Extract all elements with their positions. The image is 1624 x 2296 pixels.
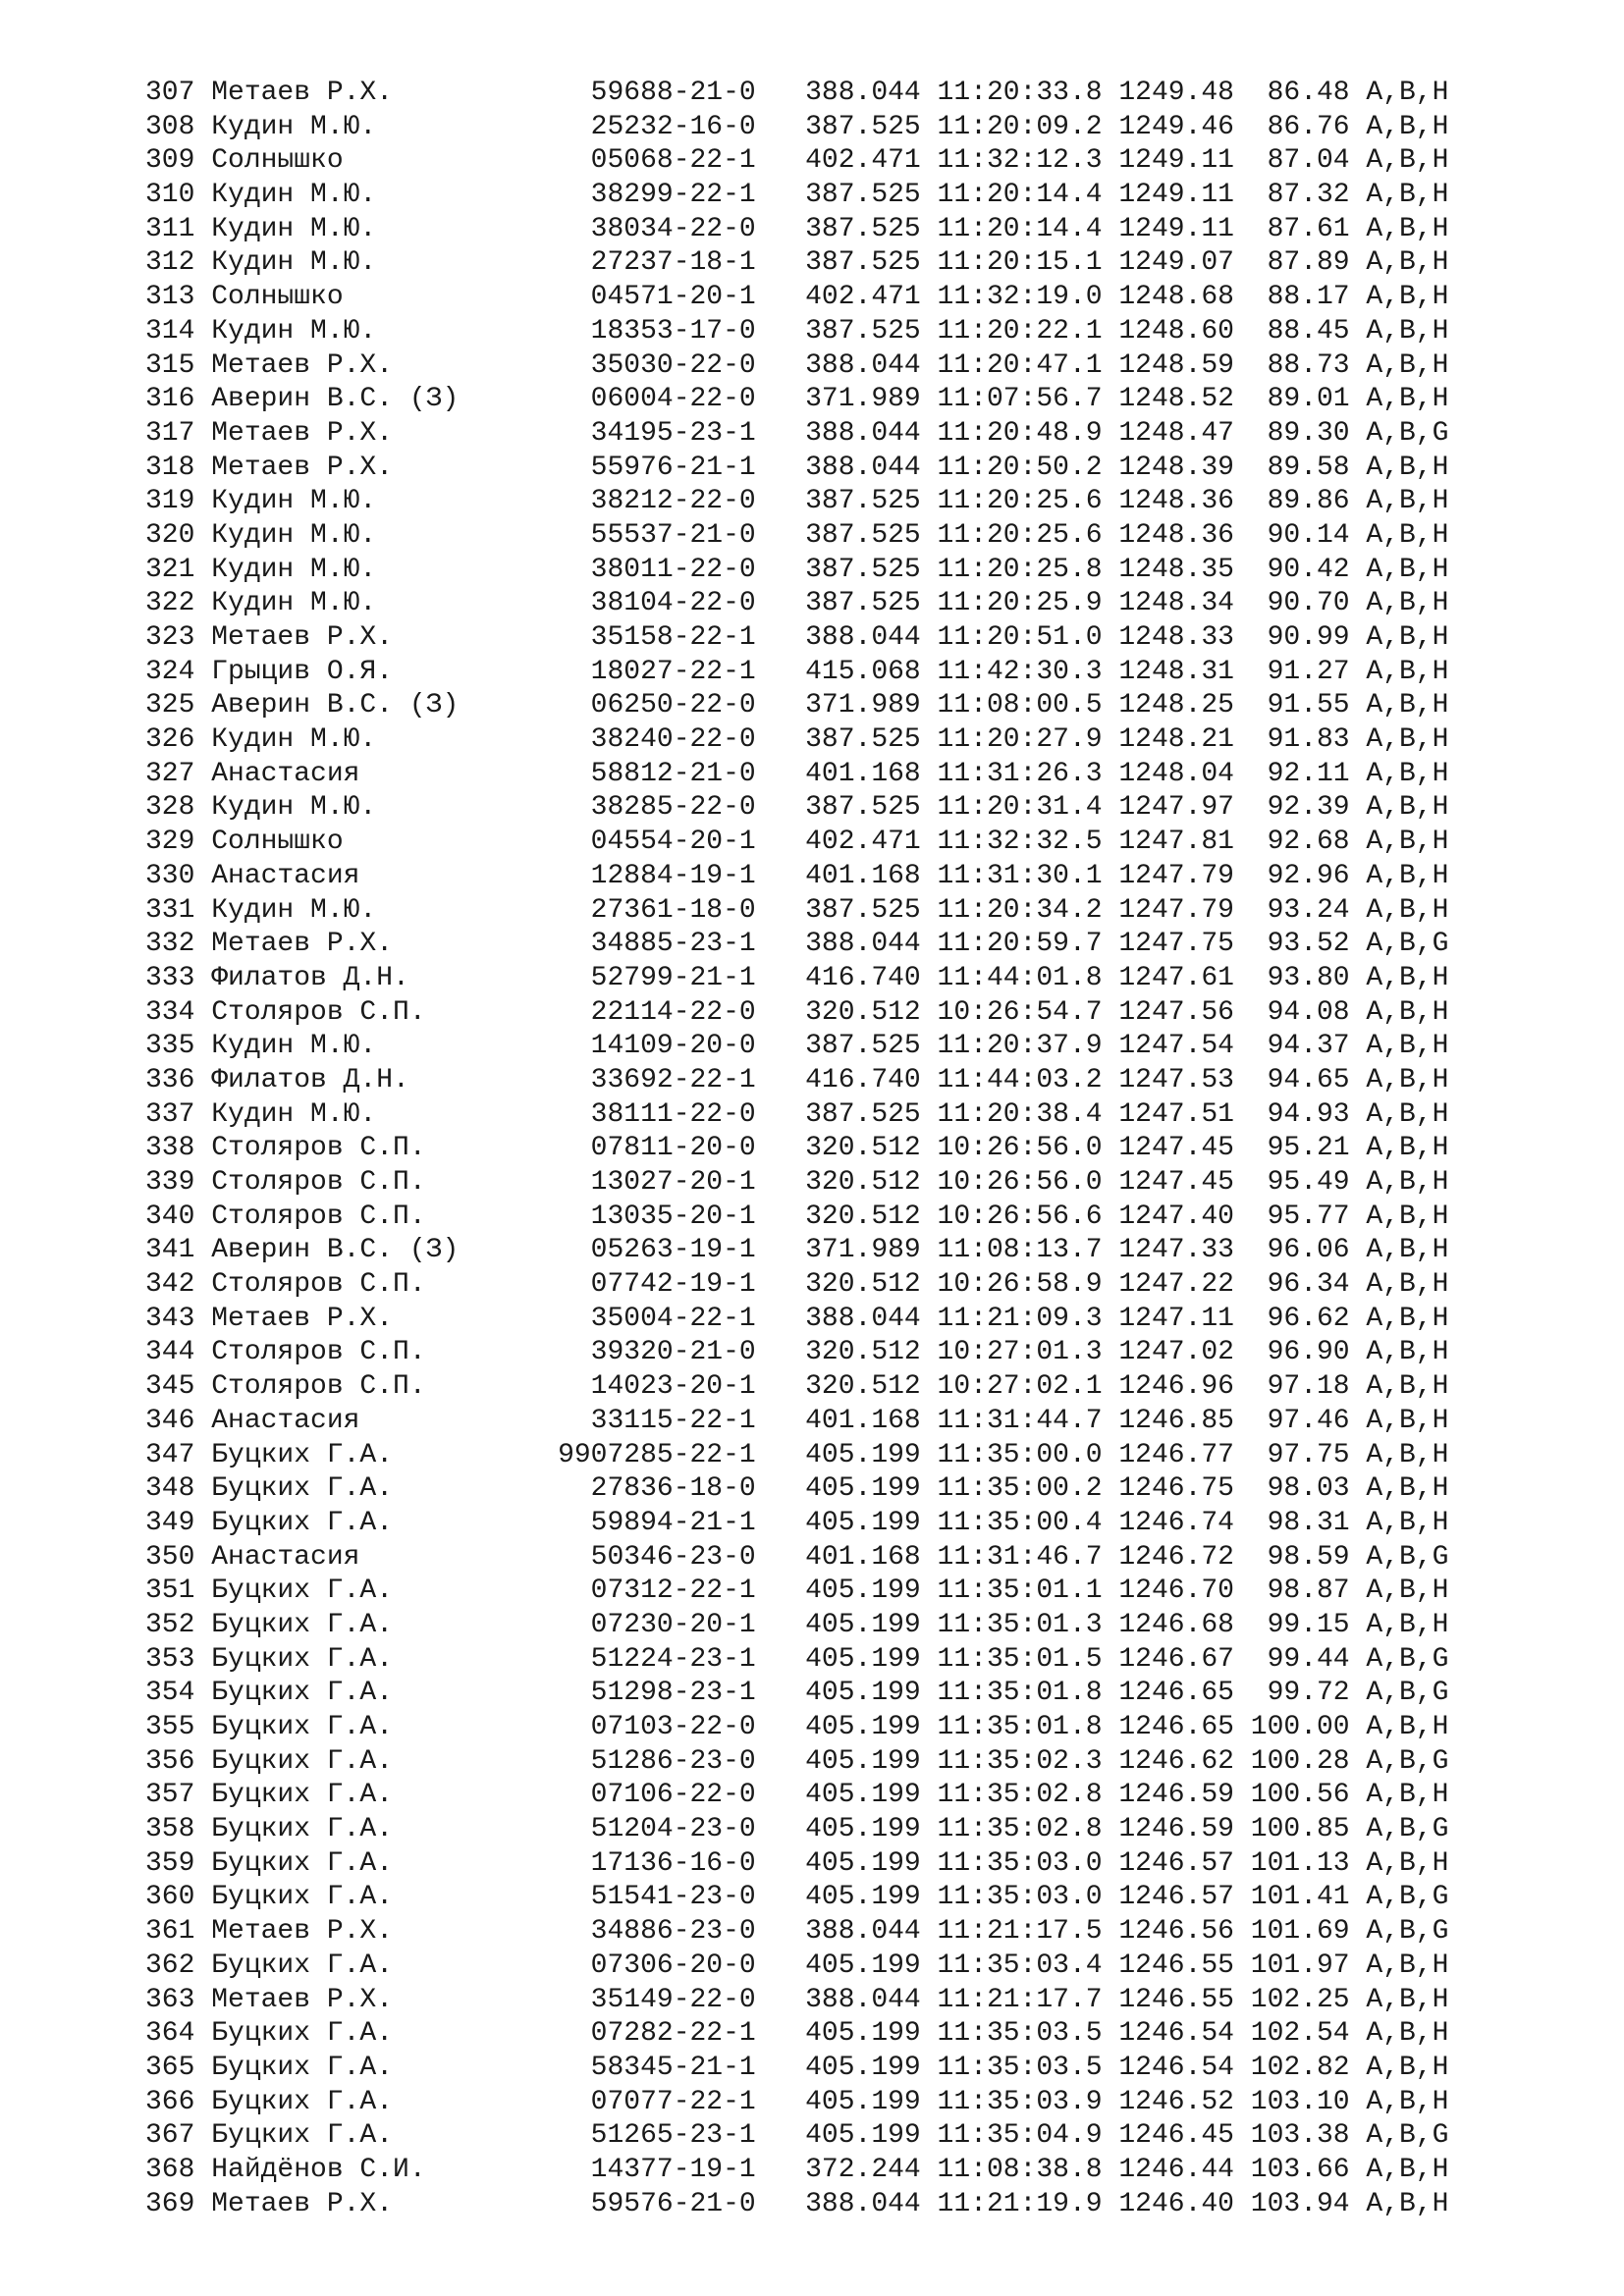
result-row: 368 Найдёнов С.И. 14377-19-1 372.244 11:08:38.8 1246.44 103.66 A,B,H bbox=[145, 2154, 1449, 2185]
result-row: 339 Столяров С.П. 13027-20-1 320.512 10:26:56.0 1247.45 95.49 A,B,H bbox=[145, 1167, 1449, 1198]
result-row: 350 Анастасия 50346-23-0 401.168 11:31:46.7 1246.72 98.59 A,B,G bbox=[145, 1541, 1449, 1573]
results-listing bbox=[145, 77, 1448, 2221]
result-row: 353 Буцких Г.А. 51224-23-1 405.199 11:35:01.5 1246.67 99.44 A,B,G bbox=[145, 1643, 1449, 1675]
result-row: 345 Столяров С.П. 14023-20-1 320.512 10:27:02.1 1246.96 97.18 A,B,H bbox=[145, 1371, 1449, 1403]
result-row: 322 Кудин М.Ю. 38104-22-0 387.525 11:20:25.9 1248.34 90.70 A,B,H bbox=[145, 588, 1449, 619]
result-row: 337 Кудин М.Ю. 38111-22-0 387.525 11:20:38.4 1247.51 94.93 A,B,H bbox=[145, 1098, 1449, 1130]
result-row: 326 Кудин М.Ю. 38240-22-0 387.525 11:20:27.9 1248.21 91.83 A,B,H bbox=[145, 724, 1449, 756]
result-row: 348 Буцких Г.А. 27836-18-0 405.199 11:35:00.2 1246.75 98.03 A,B,H bbox=[145, 1473, 1449, 1505]
result-row: 336 Филатов Д.Н. 33692-22-1 416.740 11:44:03.2 1247.53 94.65 A,B,H bbox=[145, 1064, 1449, 1095]
result-row: 317 Метаев Р.Х. 34195-23-1 388.044 11:20:48.9 1248.47 89.30 A,B,G bbox=[145, 417, 1449, 449]
result-row: 357 Буцких Г.А. 07106-22-0 405.199 11:35:02.8 1246.59 100.56 A,B,H bbox=[145, 1780, 1449, 1811]
result-row: 309 Солнышко 05068-22-1 402.471 11:32:12.3 1249.11 87.04 A,B,H bbox=[145, 145, 1449, 177]
result-row: 319 Кудин М.Ю. 38212-22-0 387.525 11:20:25.6 1248.36 89.86 A,B,H bbox=[145, 486, 1449, 517]
result-row: 325 Аверин В.С. (З) 06250-22-0 371.989 11:08:00.5 1248.25 91.55 A,B,H bbox=[145, 690, 1449, 721]
result-row: 329 Солнышко 04554-20-1 402.471 11:32:32.5 1247.81 92.68 A,B,H bbox=[145, 827, 1449, 858]
result-row: 311 Кудин М.Ю. 38034-22-0 387.525 11:20:14.4 1249.11 87.61 A,B,H bbox=[145, 213, 1449, 244]
result-row: 365 Буцких Г.А. 58345-21-1 405.199 11:35:03.5 1246.54 102.82 A,B,H bbox=[145, 2052, 1449, 2083]
result-row: 349 Буцких Г.А. 59894-21-1 405.199 11:35:00.4 1246.74 98.31 A,B,H bbox=[145, 1507, 1449, 1538]
result-row: 361 Метаев Р.Х. 34886-23-0 388.044 11:21:17.5 1246.56 101.69 A,B,G bbox=[145, 1916, 1449, 1948]
result-row: 308 Кудин М.Ю. 25232-16-0 387.525 11:20:09.2 1249.46 86.76 A,B,H bbox=[145, 111, 1449, 142]
result-row: 358 Буцких Г.А. 51204-23-0 405.199 11:35:02.8 1246.59 100.85 A,B,G bbox=[145, 1814, 1449, 1845]
result-row: 320 Кудин М.Ю. 55537-21-0 387.525 11:20:25.6 1248.36 90.14 A,B,H bbox=[145, 519, 1449, 551]
result-row: 334 Столяров С.П. 22114-22-0 320.512 10:26:54.7 1247.56 94.08 A,B,H bbox=[145, 996, 1449, 1028]
result-row: 338 Столяров С.П. 07811-20-0 320.512 10:26:56.0 1247.45 95.21 A,B,H bbox=[145, 1133, 1449, 1164]
result-row: 313 Солнышко 04571-20-1 402.471 11:32:19.0 1248.68 88.17 A,B,H bbox=[145, 282, 1449, 313]
result-row: 355 Буцких Г.А. 07103-22-0 405.199 11:35:01.8 1246.65 100.00 A,B,H bbox=[145, 1712, 1449, 1742]
result-row: 346 Анастасия 33115-22-1 401.168 11:31:44.7 1246.85 97.46 A,B,H bbox=[145, 1405, 1449, 1436]
result-row: 330 Анастасия 12884-19-1 401.168 11:31:30.1 1247.79 92.96 A,B,H bbox=[145, 860, 1449, 891]
result-row: 364 Буцких Г.А. 07282-22-1 405.199 11:35:03.5 1246.54 102.54 A,B,H bbox=[145, 2018, 1449, 2050]
result-row: 310 Кудин М.Ю. 38299-22-1 387.525 11:20:14.4 1249.11 87.32 A,B,H bbox=[145, 180, 1449, 211]
result-row: 342 Столяров С.П. 07742-19-1 320.512 10:26:58.9 1247.22 96.34 A,B,H bbox=[145, 1269, 1449, 1301]
result-row: 314 Кудин М.Ю. 18353-17-0 387.525 11:20:22.1 1248.60 88.45 A,B,H bbox=[145, 315, 1449, 347]
result-row: 343 Метаев Р.Х. 35004-22-1 388.044 11:21:09.3 1247.11 96.62 A,B,H bbox=[145, 1303, 1449, 1334]
result-row: 351 Буцких Г.А. 07312-22-1 405.199 11:35:01.1 1246.70 98.87 A,B,H bbox=[145, 1575, 1449, 1607]
result-row: 324 Грыцив О.Я. 18027-22-1 415.068 11:42:30.3 1248.31 91.27 A,B,H bbox=[145, 656, 1449, 687]
result-row: 362 Буцких Г.А. 07306-20-0 405.199 11:35:03.4 1246.55 101.97 A,B,H bbox=[145, 1949, 1449, 1981]
result-row: 359 Буцких Г.А. 17136-16-0 405.199 11:35:03.0 1246.57 101.13 A,B,H bbox=[145, 1847, 1449, 1879]
result-row: 347 Буцких Г.А. 9907285-22-1 405.199 11:35:00.0 1246.77 97.75 A,B,H bbox=[145, 1439, 1449, 1470]
result-row: 340 Столяров С.П. 13035-20-1 320.512 10:26:56.6 1247.40 95.77 A,B,H bbox=[145, 1201, 1449, 1232]
result-row: 315 Метаев Р.Х. 35030-22-0 388.044 11:20:47.1 1248.59 88.73 A,B,H bbox=[145, 349, 1449, 381]
result-row: 331 Кудин М.Ю. 27361-18-0 387.525 11:20:34.2 1247.79 93.24 A,B,H bbox=[145, 894, 1449, 926]
result-row: 312 Кудин М.Ю. 27237-18-1 387.525 11:20:15.1 1249.07 87.89 A,B,H bbox=[145, 247, 1449, 279]
result-row: 333 Филатов Д.Н. 52799-21-1 416.740 11:44:01.8 1247.61 93.80 A,B,H bbox=[145, 962, 1449, 993]
result-row: 366 Буцких Г.А. 07077-22-1 405.199 11:35:03.9 1246.52 103.10 A,B,H bbox=[145, 2086, 1449, 2117]
result-row: 328 Кудин М.Ю. 38285-22-0 387.525 11:20:31.4 1247.97 92.39 A,B,H bbox=[145, 792, 1449, 824]
result-row: 327 Анастасия 58812-21-0 401.168 11:31:26.3 1248.04 92.11 A,B,H bbox=[145, 758, 1449, 789]
result-row: 369 Метаев Р.Х. 59576-21-0 388.044 11:21:19.9 1246.40 103.94 A,B,H bbox=[145, 2188, 1449, 2219]
result-row: 332 Метаев Р.Х. 34885-23-1 388.044 11:20:59.7 1247.75 93.52 A,B,G bbox=[145, 929, 1449, 960]
result-row: 367 Буцких Г.А. 51265-23-1 405.199 11:35:04.9 1246.45 103.38 A,B,G bbox=[145, 2120, 1449, 2152]
result-row: 307 Метаев Р.Х. 59688-21-0 388.044 11:20:33.8 1249.48 86.48 A,B,H bbox=[145, 78, 1449, 108]
result-row: 323 Метаев Р.Х. 35158-22-1 388.044 11:20:51.0 1248.33 90.99 A,B,H bbox=[145, 622, 1449, 653]
result-row: 316 Аверин В.С. (З) 06004-22-0 371.989 11:07:56.7 1248.52 89.01 A,B,H bbox=[145, 384, 1449, 415]
result-row: 360 Буцких Г.А. 51541-23-0 405.199 11:35:03.0 1246.57 101.41 A,B,G bbox=[145, 1882, 1449, 1913]
result-row: 354 Буцких Г.А. 51298-23-1 405.199 11:35:01.8 1246.65 99.72 A,B,G bbox=[145, 1678, 1449, 1709]
result-row: 363 Метаев Р.Х. 35149-22-0 388.044 11:21:17.7 1246.55 102.25 A,B,H bbox=[145, 1984, 1449, 2015]
result-row: 318 Метаев Р.Х. 55976-21-1 388.044 11:20:50.2 1248.39 89.58 A,B,H bbox=[145, 452, 1449, 483]
result-row: 335 Кудин М.Ю. 14109-20-0 387.525 11:20:37.9 1247.54 94.37 A,B,H bbox=[145, 1031, 1449, 1062]
result-row: 341 Аверин В.С. (З) 05263-19-1 371.989 11:08:13.7 1247.33 96.06 A,B,H bbox=[145, 1235, 1449, 1266]
result-row: 356 Буцких Г.А. 51286-23-0 405.199 11:35:02.3 1246.62 100.28 A,B,G bbox=[145, 1745, 1449, 1777]
result-row: 344 Столяров С.П. 39320-21-0 320.512 10:27:01.3 1247.02 96.90 A,B,H bbox=[145, 1337, 1449, 1368]
result-row: 352 Буцких Г.А. 07230-20-1 405.199 11:35:01.3 1246.68 99.15 A,B,H bbox=[145, 1609, 1449, 1640]
result-row: 321 Кудин М.Ю. 38011-22-0 387.525 11:20:25.8 1248.35 90.42 A,B,H bbox=[145, 554, 1449, 585]
